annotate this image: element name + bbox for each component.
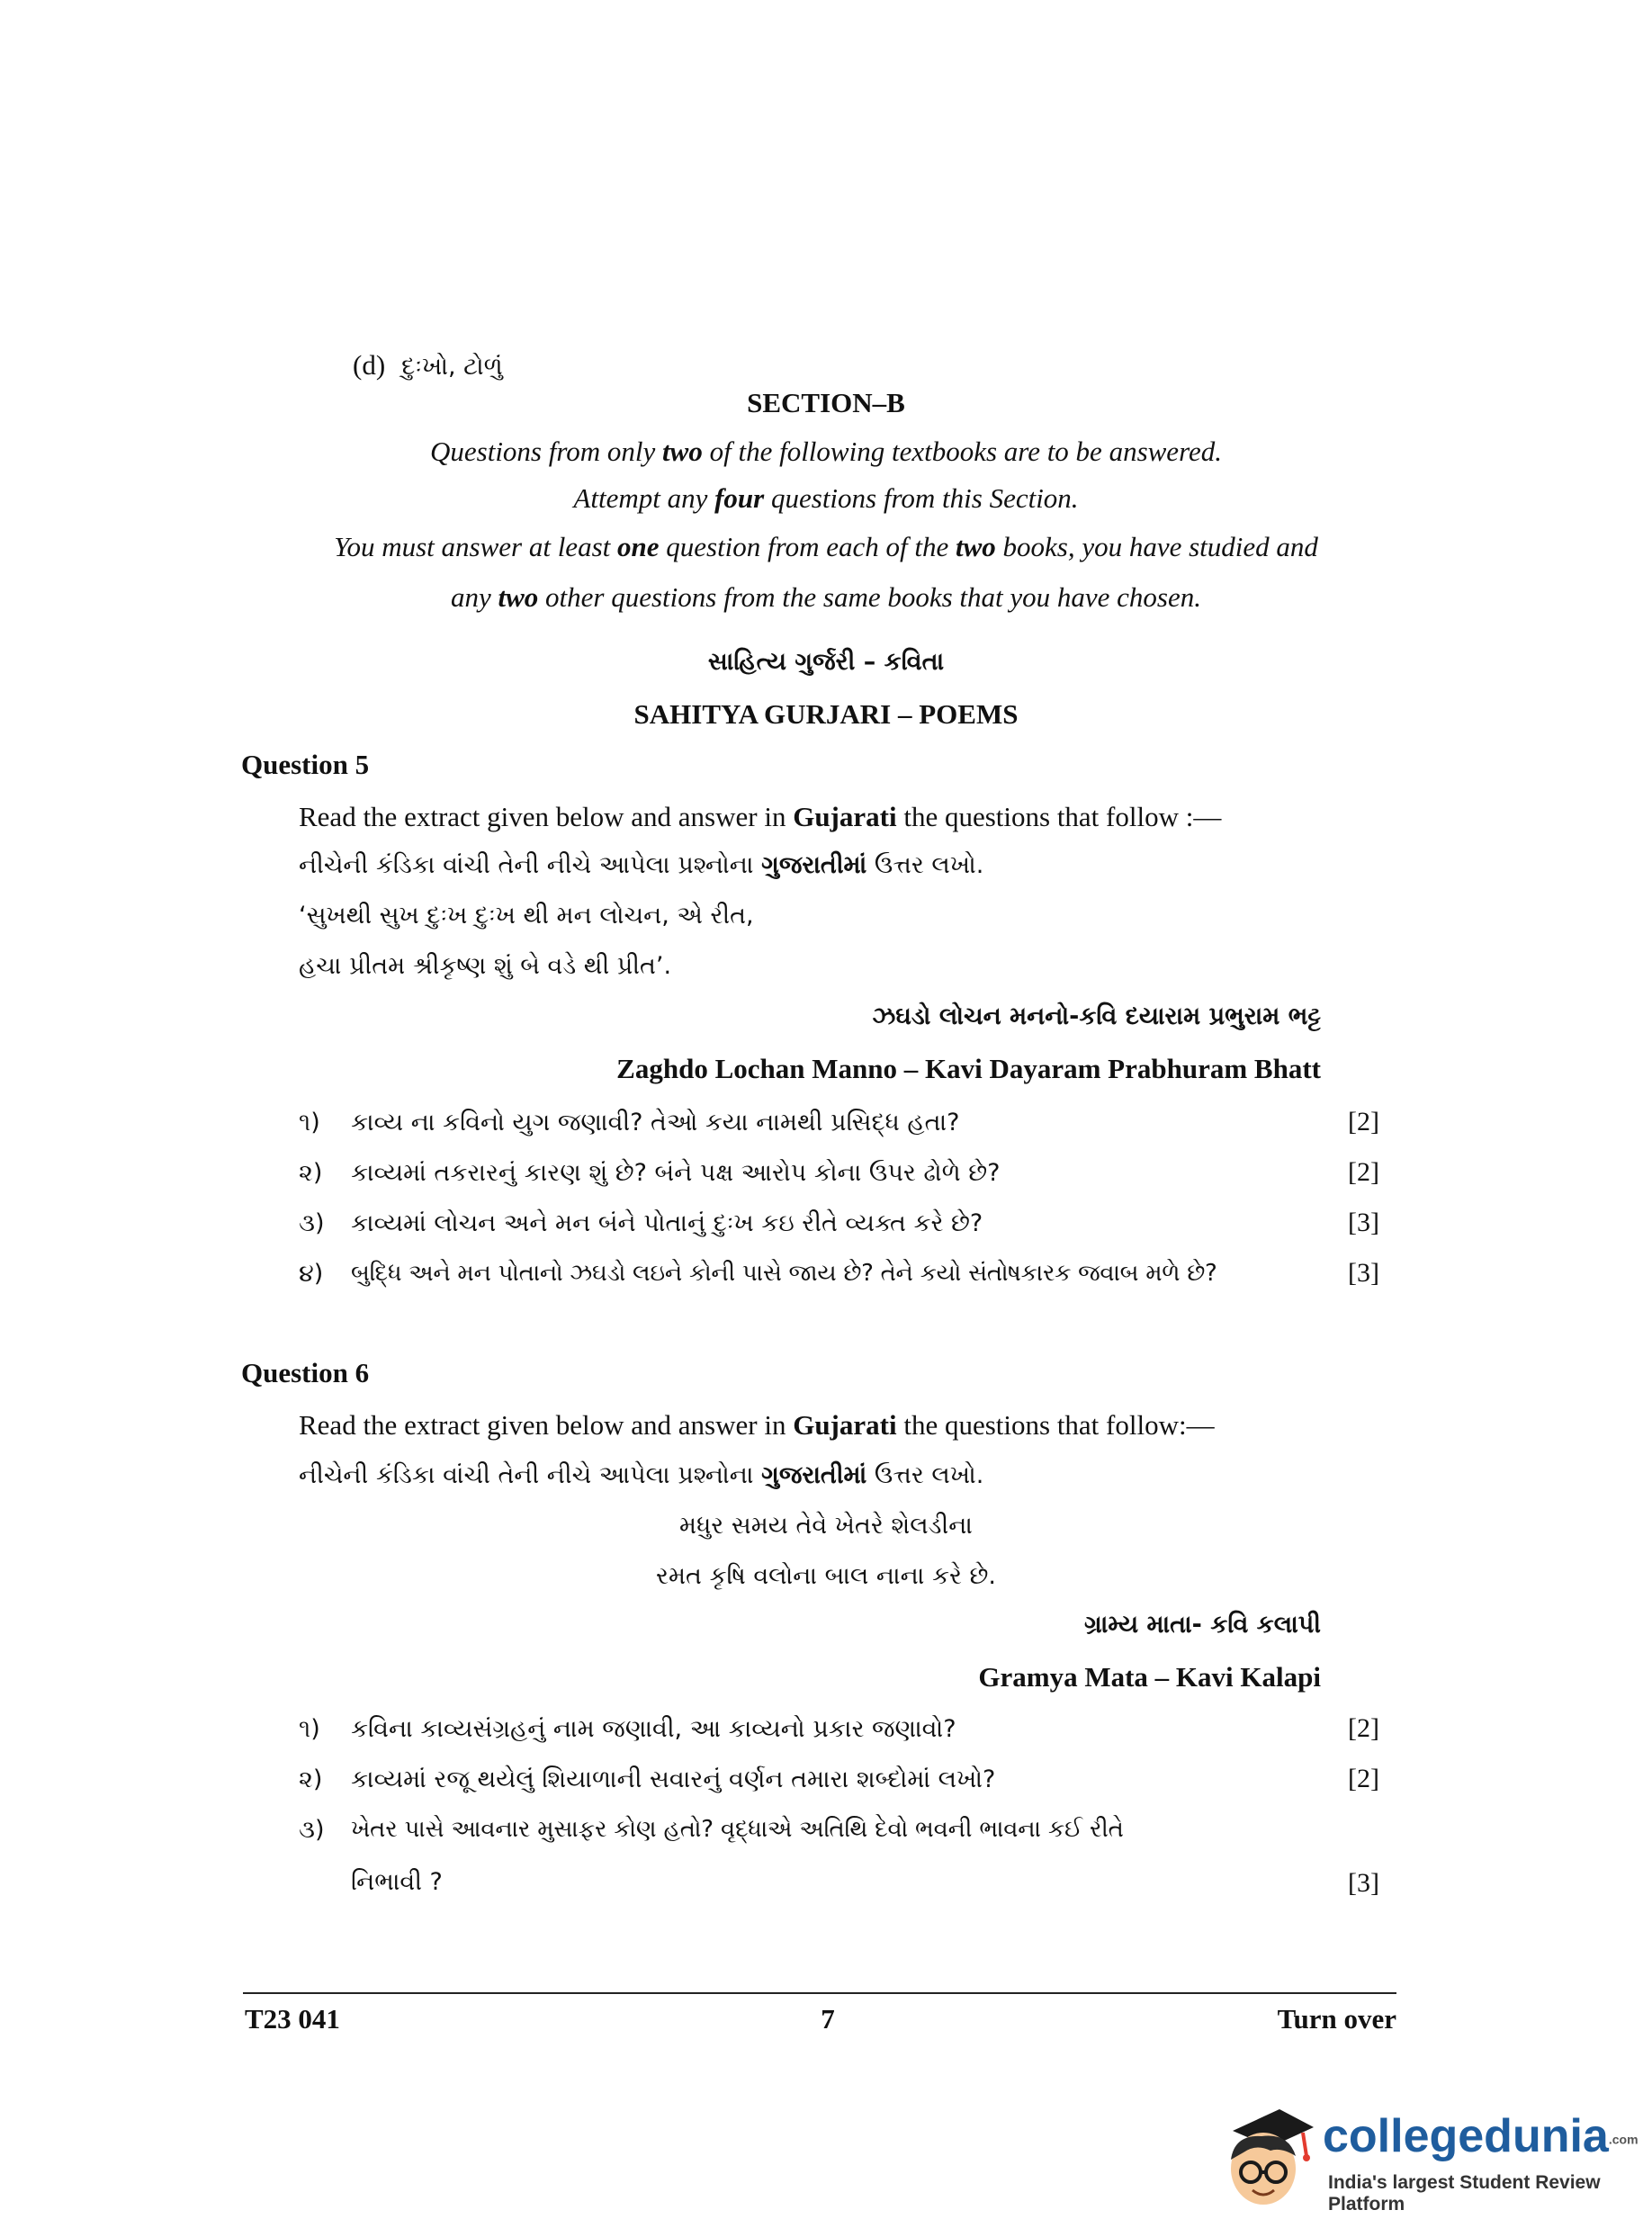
option-label: (d) [353, 349, 386, 381]
item-text: ખેતર પાસે આવનાર મુસાફર કોણ હતો? વૃદ્ધાએ અતિથિ દેવો ભવની ભાવના કઈ રીતે [351, 1816, 1124, 1843]
question-6-intro: Read the extract given below and answer in Gujarati the questions that follow:— [299, 1409, 1215, 1441]
question-5-intro: Read the extract given below and answer in Gujarati the questions that follow :— [299, 801, 1222, 832]
item-number: ૪) [299, 1260, 324, 1288]
item-text-continued: નિભાવી ? [351, 1868, 443, 1896]
item-text: કાવ્ય ના કવિનો યુગ જણાવી? તેઓ કયા નામથી પ્રસિદ્ધ હતા? [351, 1109, 960, 1136]
item-text: કવિના કાવ્યસંગ્રહનું નામ જણાવી, આ કાવ્યનો પ્રકાર જણાવો? [351, 1715, 956, 1743]
item-number: ૨) [299, 1159, 323, 1187]
footer-turn-over: Turn over [1277, 2003, 1396, 2035]
item-text: કાવ્યમાં રજૂ થયેલું શિયાળાની સવારનું વર્ણન તમારા શબ્દોમાં લખો? [351, 1765, 996, 1793]
section-instruction-4: any two other questions from the same books that you have chosen. [450, 581, 1202, 613]
section-instruction-2: Attempt any four questions from this Section. [573, 482, 1079, 514]
item-marks: [2] [1348, 1157, 1379, 1187]
item-marks: [2] [1348, 1107, 1379, 1136]
section-title: SECTION–B [747, 387, 905, 418]
item-text: કાવ્યમાં લોચન અને મન બંને પોતાનું દુઃખ કઇ રીતે વ્યક્ત કરે છે? [351, 1209, 983, 1237]
footer-rule [243, 1992, 1396, 1994]
logo-wordmark: collegedunia.com [1323, 2110, 1639, 2162]
item-text: કાવ્યમાં તકરારનું કારણ શું છે? બંને પક્ષ આરોપ કોના ઉપર ઢોળે છે? [351, 1159, 1001, 1187]
collegedunia-mascot-icon [1217, 2097, 1315, 2214]
question-5-extract-line-1: ‘સુખથી સુખ દુઃખ દુઃખ થી મન લોચન, એ રીત, [299, 902, 754, 930]
item-marks: [2] [1348, 1713, 1379, 1743]
question-5-gujarati-intro: નીચેની કંડિકા વાંચી તેની નીચે આપેલા પ્રશ્નોના ગુજરાતીમાં ઉત્તર લખો. [299, 851, 984, 879]
footer-code: T23 041 [245, 2003, 340, 2035]
option-text: દુઃખો, ટોળું [401, 353, 503, 381]
section-instruction-1: Questions from only two of the following textbooks are to be answered. [430, 436, 1222, 467]
question-5-heading: Question 5 [241, 749, 370, 780]
question-6-source: Gramya Mata – Kavi Kalapi [978, 1661, 1321, 1693]
logo-tagline: India's largest Student Review Platform [1328, 2172, 1601, 2215]
item-number: ૧) [299, 1715, 320, 1743]
question-6-extract-line-1: મધુર સમય તેવે ખેતરે શેલડીના [679, 1512, 973, 1540]
book-title-gujarati: સાહિત્ય ગુર્જરી – કવિતા [707, 648, 945, 676]
footer-page-number: 7 [821, 2003, 835, 2035]
question-5-source: Zaghdo Lochan Manno – Kavi Dayaram Prabhuram Bhatt [616, 1053, 1321, 1084]
item-text: બુદ્ધિ અને મન પોતાનો ઝઘડો લઇને કોની પાસે જાય છે? તેને કયો સંતોષકારક જવાબ મળે છે? [351, 1260, 1217, 1287]
item-number: ૩) [299, 1209, 325, 1237]
item-marks: [3] [1348, 1258, 1379, 1288]
question-6-extract-line-2: રમત કૃષિ વલોના બાલ નાના કરે છે. [655, 1562, 997, 1590]
item-number: ૨) [299, 1765, 323, 1793]
previous-option [353, 349, 503, 382]
question-5-source-gujarati: ઝઘડો લોચન મનનો-કવિ દયારામ પ્રભુરામ ભટ્ટ [872, 1002, 1321, 1030]
question-6-source-gujarati: ગ્રામ્ય માતા- કવિ કલાપી [1084, 1611, 1321, 1639]
question-6-heading: Question 6 [241, 1357, 370, 1388]
item-marks: [3] [1348, 1208, 1379, 1237]
section-instruction-3: You must answer at least one question from each of the two books, you have studied and [334, 531, 1318, 562]
question-6-gujarati-intro: નીચેની કંડિકા વાંચી તેની નીચે આપેલા પ્રશ્નોના ગુજરાતીમાં ઉત્તર લખો. [299, 1461, 984, 1489]
item-marks: [2] [1348, 1764, 1379, 1793]
item-marks: [3] [1348, 1868, 1379, 1898]
question-5-extract-line-2: હચા પ્રીતમ શ્રીકૃષ્ણ શું બે વડે થી પ્રીત’. [299, 952, 672, 980]
item-number: ૩) [299, 1816, 325, 1844]
book-title: SAHITYA GURJARI – POEMS [633, 698, 1019, 730]
item-number: ૧) [299, 1109, 320, 1136]
